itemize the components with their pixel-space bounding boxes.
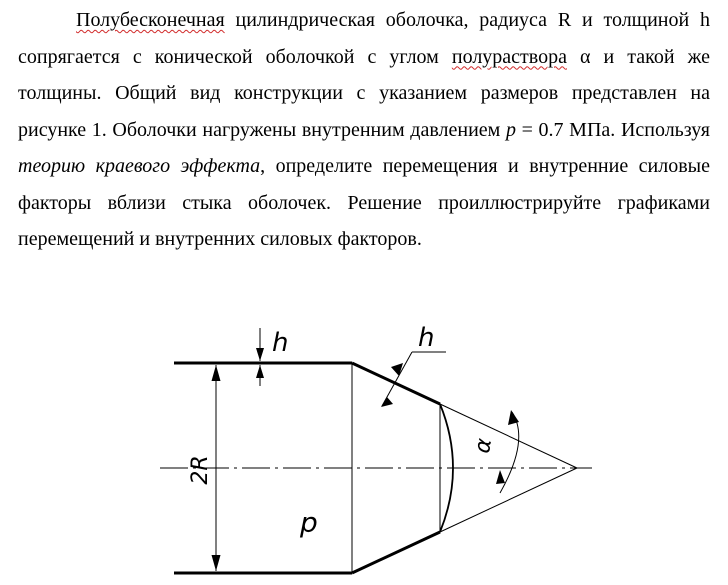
- dimension-2R-arrow-bottom: [212, 555, 221, 571]
- pressure-variable: p: [505, 118, 516, 141]
- cone-top-extension: [440, 404, 577, 468]
- cone-bottom-wall: [352, 532, 440, 573]
- shell-drawing: [0, 300, 728, 585]
- label-2R: 2R: [188, 455, 213, 485]
- dimension-h-cone-arrow-outer: [391, 363, 403, 376]
- label-alpha: α: [470, 436, 498, 456]
- edge-effect-theory-term: теорию краевого эффекта: [18, 155, 261, 177]
- word-polurastvora: полураствора: [451, 45, 567, 68]
- dimension-2R-arrow-top: [212, 365, 221, 381]
- dimension-h-cone-arrow-inner: [381, 397, 393, 407]
- angle-alpha-arrow-bottom: [496, 470, 505, 484]
- figure-1: [0, 300, 728, 585]
- statement-part-1: цилиндрическая оболочка, радиуса R и толщиной h сопрягается с конической оболочкой с углом: [18, 9, 710, 68]
- dimension-h-cyl-arrow-top: [256, 348, 264, 361]
- cone-bottom-extension: [440, 468, 577, 532]
- label-h-cone: h: [418, 323, 435, 353]
- problem-statement: [18, 2, 710, 258]
- label-p: p: [300, 506, 318, 539]
- statement-part-2: α и такой же толщины. Общий вид конструкции с указанием размеров представлен на рисунке 1. Оболочки нагружены внутренним давлением: [18, 45, 711, 141]
- dimension-h-cyl-arrow-bottom: [256, 365, 264, 378]
- label-h-cylinder: h: [272, 328, 289, 358]
- statement-part-3: = 0.7 МПа. Используя: [515, 118, 710, 141]
- word-polubeskonechnaya: Полубесконечная: [76, 9, 225, 31]
- statement-part-4: , определите перемещения и внутренние силовые факторы вблизи стыка оболочек. Решение проиллюстрируйте графиками перемещений и внутренних силовых факторов.: [18, 155, 710, 250]
